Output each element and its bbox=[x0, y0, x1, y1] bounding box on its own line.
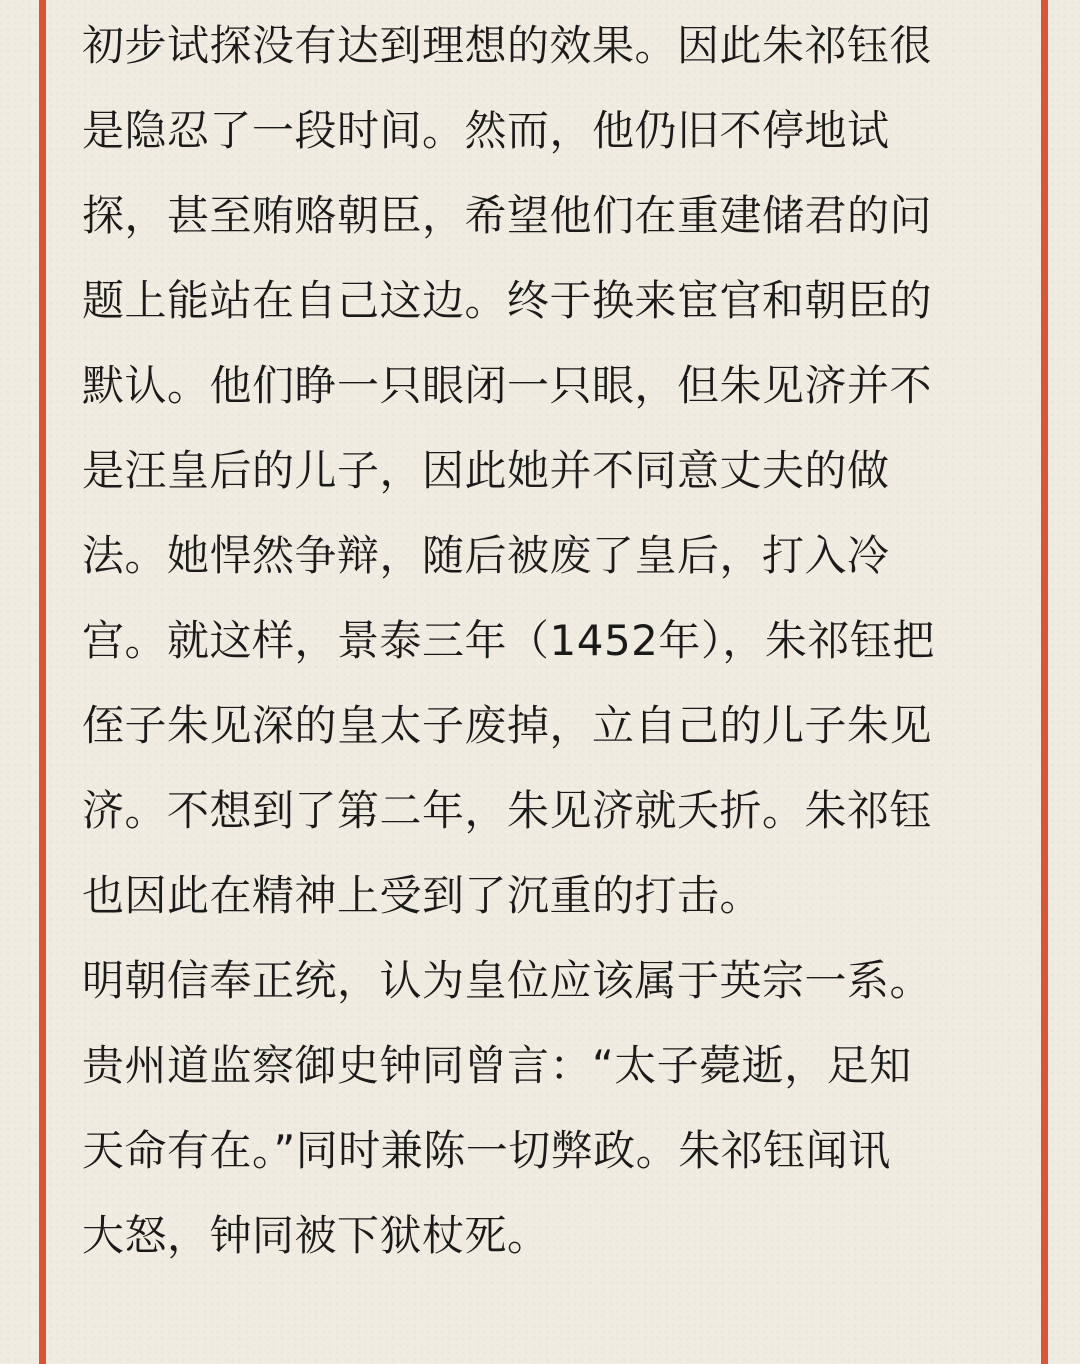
text-line: 法。她悍然争辩，随后被废了皇后，打入冷 bbox=[82, 531, 890, 580]
left-red-border bbox=[39, 0, 46, 1364]
text-line: 贵州道监察御史钟同曾言：“太子薨逝，足知 bbox=[82, 1041, 912, 1090]
text-line: 明朝信奉正统，认为皇位应该属于英宗一系。 bbox=[82, 956, 933, 1005]
text-line: 初步试探没有达到理想的效果。因此朱祁钰很 bbox=[82, 21, 933, 70]
text-line: 济。不想到了第二年，朱见济就夭折。朱祁钰 bbox=[82, 786, 933, 835]
right-red-border bbox=[1041, 0, 1048, 1364]
text-line: 是隐忍了一段时间。然而，他仍旧不停地试 bbox=[82, 106, 890, 155]
text-line: 是汪皇后的儿子，因此她并不同意丈夫的做 bbox=[82, 446, 890, 495]
text-line: 探，甚至贿赂朝臣，希望他们在重建储君的问 bbox=[82, 191, 933, 240]
text-line: 大怒，钟同被下狱杖死。 bbox=[82, 1211, 550, 1260]
text-line: 也因此在精神上受到了沉重的打击。 bbox=[82, 871, 763, 920]
text-line: 默认。他们睁一只眼闭一只眼，但朱见济并不 bbox=[82, 361, 933, 410]
text-line: 题上能站在自己这边。终于换来宦官和朝臣的 bbox=[82, 276, 933, 325]
text-line: 宫。就这样，景泰三年（1452年），朱祁钰把 bbox=[82, 616, 935, 665]
text-line: 侄子朱见深的皇太子废掉，立自己的儿子朱见 bbox=[82, 701, 933, 750]
text-line: 天命有在。”同时兼陈一切弊政。朱祁钰闻讯 bbox=[82, 1126, 891, 1175]
